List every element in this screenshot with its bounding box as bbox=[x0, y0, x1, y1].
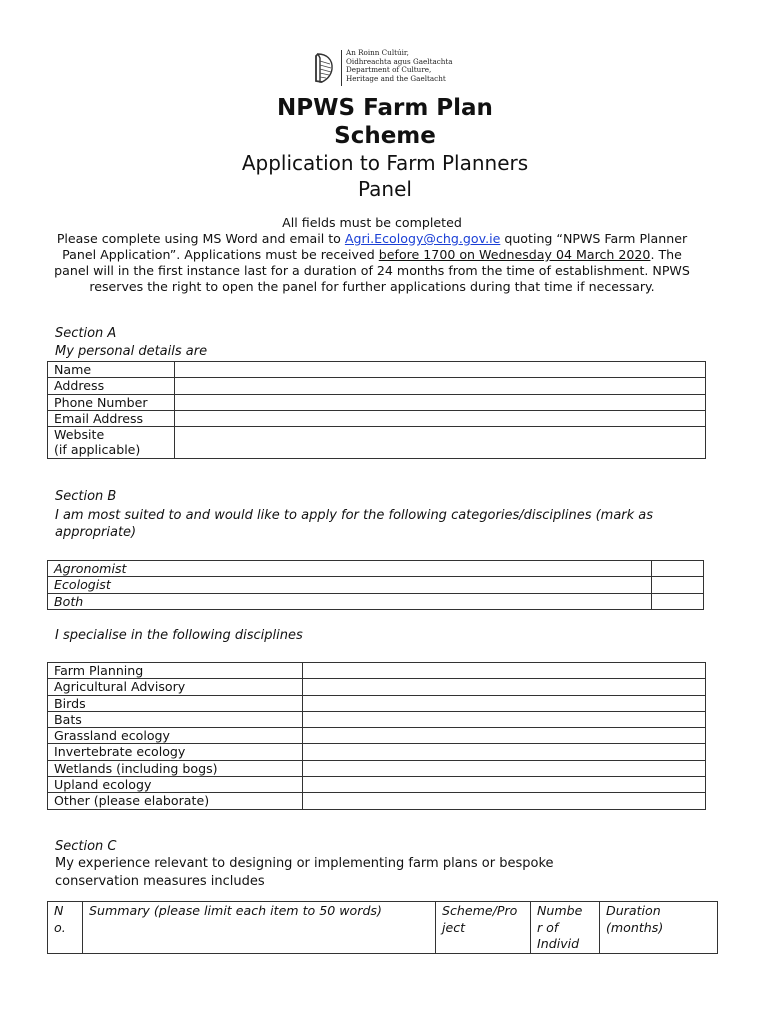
section-b-intro: I am most suited to and would like to apply for the following categories/disciplines (mark as appropriate) bbox=[55, 508, 654, 540]
logo-divider bbox=[341, 50, 342, 86]
table-row bbox=[48, 593, 704, 609]
both-mark-cell[interactable] bbox=[652, 593, 704, 609]
name-field[interactable] bbox=[175, 362, 706, 378]
table-row bbox=[48, 663, 706, 679]
instructions-part: . The panel will in the first instance last for a duration of 24 months from the time of establishment. NPWS reserves the right to open the panel for further applications during that time if necessary. bbox=[54, 247, 690, 294]
document-subtitle bbox=[0, 150, 770, 202]
table-row bbox=[48, 362, 706, 378]
field-label-email: Email Address bbox=[48, 410, 175, 426]
table-row bbox=[48, 561, 704, 577]
table-row bbox=[48, 777, 706, 793]
experience-table bbox=[47, 901, 718, 954]
harp-icon bbox=[312, 52, 336, 84]
discipline-label: Bats bbox=[48, 711, 303, 727]
header-text: (months) bbox=[606, 919, 664, 935]
website-label: Website bbox=[54, 427, 105, 443]
phone-field[interactable] bbox=[175, 394, 706, 410]
logo-text bbox=[346, 49, 453, 83]
fields-note: All fields must be completed bbox=[282, 215, 462, 230]
document-title bbox=[0, 94, 770, 150]
discipline-input-cell[interactable] bbox=[303, 728, 706, 744]
category-both: Both bbox=[48, 593, 652, 609]
col-header-scheme bbox=[436, 902, 531, 954]
email-link[interactable]: Agri.Ecology@chg.gov.ie bbox=[344, 231, 501, 246]
field-label-address: Address bbox=[48, 378, 175, 394]
header-text: N bbox=[54, 903, 64, 918]
table-row bbox=[48, 695, 706, 711]
table-row bbox=[48, 427, 706, 459]
header-text: Individ bbox=[537, 936, 580, 951]
field-label-website bbox=[48, 427, 175, 459]
col-header-number bbox=[531, 902, 600, 954]
discipline-input-cell[interactable] bbox=[303, 679, 706, 695]
department-logo bbox=[312, 48, 452, 88]
intro-text bbox=[52, 215, 692, 295]
disciplines-table bbox=[47, 662, 706, 810]
ecologist-mark-cell[interactable] bbox=[652, 577, 704, 593]
table-row bbox=[48, 793, 706, 809]
address-field[interactable] bbox=[175, 378, 706, 394]
deadline-text: before 1700 on Wednesday 04 March 2020 bbox=[378, 247, 651, 262]
instructions bbox=[52, 231, 692, 295]
table-row bbox=[48, 728, 706, 744]
instructions-part: quoting “NPWS Farm Planner Panel Application”. Applications must be received bbox=[62, 231, 688, 262]
field-label-phone: Phone Number bbox=[48, 394, 175, 410]
header-text: Duration bbox=[606, 903, 661, 918]
table-row bbox=[48, 577, 704, 593]
personal-details-table bbox=[47, 361, 706, 459]
discipline-label: Wetlands (including bogs) bbox=[48, 760, 303, 776]
table-row bbox=[48, 711, 706, 727]
header-text: r of bbox=[537, 919, 559, 935]
discipline-label: Other (please elaborate) bbox=[48, 793, 303, 809]
discipline-label: Grassland ecology bbox=[48, 728, 303, 744]
col-header-duration bbox=[600, 902, 718, 954]
header-text: ject bbox=[442, 919, 466, 935]
title-line: Scheme bbox=[334, 123, 436, 149]
discipline-input-cell[interactable] bbox=[303, 777, 706, 793]
section-c-heading: Section C bbox=[55, 839, 117, 854]
table-row bbox=[48, 744, 706, 760]
category-table bbox=[47, 560, 704, 610]
disciplines-heading: I specialise in the following disciplines bbox=[55, 628, 303, 643]
table-row bbox=[48, 410, 706, 426]
section-a-subheading: My personal details are bbox=[55, 344, 208, 359]
category-agronomist: Agronomist bbox=[48, 561, 652, 577]
header-text: Scheme/Pro bbox=[442, 903, 518, 918]
header-text: Numbe bbox=[537, 903, 583, 918]
discipline-input-cell[interactable] bbox=[303, 711, 706, 727]
col-header-summary: Summary (please limit each item to 50 words) bbox=[83, 902, 436, 954]
website-field[interactable] bbox=[175, 427, 706, 459]
title-line: NPWS Farm Plan bbox=[277, 95, 493, 121]
discipline-input-cell[interactable] bbox=[303, 793, 706, 809]
discipline-input-cell[interactable] bbox=[303, 695, 706, 711]
logo-line: An Roinn Cultúir, bbox=[346, 48, 409, 57]
section-b-heading: Section B bbox=[55, 489, 117, 504]
field-label-name: Name bbox=[48, 362, 175, 378]
table-header-row bbox=[48, 902, 718, 954]
table-row bbox=[48, 760, 706, 776]
header-text: o. bbox=[54, 919, 66, 935]
logo-line: Oidhreachta agus Gaeltachta bbox=[346, 56, 453, 66]
agronomist-mark-cell[interactable] bbox=[652, 561, 704, 577]
logo-line: Department of Culture, bbox=[346, 65, 432, 75]
discipline-label: Invertebrate ecology bbox=[48, 744, 303, 760]
table-row bbox=[48, 394, 706, 410]
logo-line: Heritage and the Gaeltacht bbox=[346, 73, 446, 83]
instructions-part: Please complete using MS Word and email to bbox=[56, 231, 345, 246]
category-ecologist: Ecologist bbox=[48, 577, 652, 593]
discipline-input-cell[interactable] bbox=[303, 663, 706, 679]
section-a-heading: Section A bbox=[55, 326, 117, 341]
discipline-input-cell[interactable] bbox=[303, 744, 706, 760]
section-c-intro: My experience relevant to designing or implementing farm plans or bespoke conservation measures includes bbox=[55, 856, 554, 889]
discipline-label: Farm Planning bbox=[48, 663, 303, 679]
col-header-no bbox=[48, 902, 83, 954]
subtitle-line: Application to Farm Planners bbox=[241, 151, 529, 175]
discipline-label: Upland ecology bbox=[48, 777, 303, 793]
subtitle-line: Panel bbox=[358, 177, 412, 201]
discipline-label: Agricultural Advisory bbox=[48, 679, 303, 695]
email-field[interactable] bbox=[175, 410, 706, 426]
table-row bbox=[48, 378, 706, 394]
table-row bbox=[48, 679, 706, 695]
discipline-input-cell[interactable] bbox=[303, 760, 706, 776]
website-note: (if applicable) bbox=[54, 442, 141, 458]
discipline-label: Birds bbox=[48, 695, 303, 711]
